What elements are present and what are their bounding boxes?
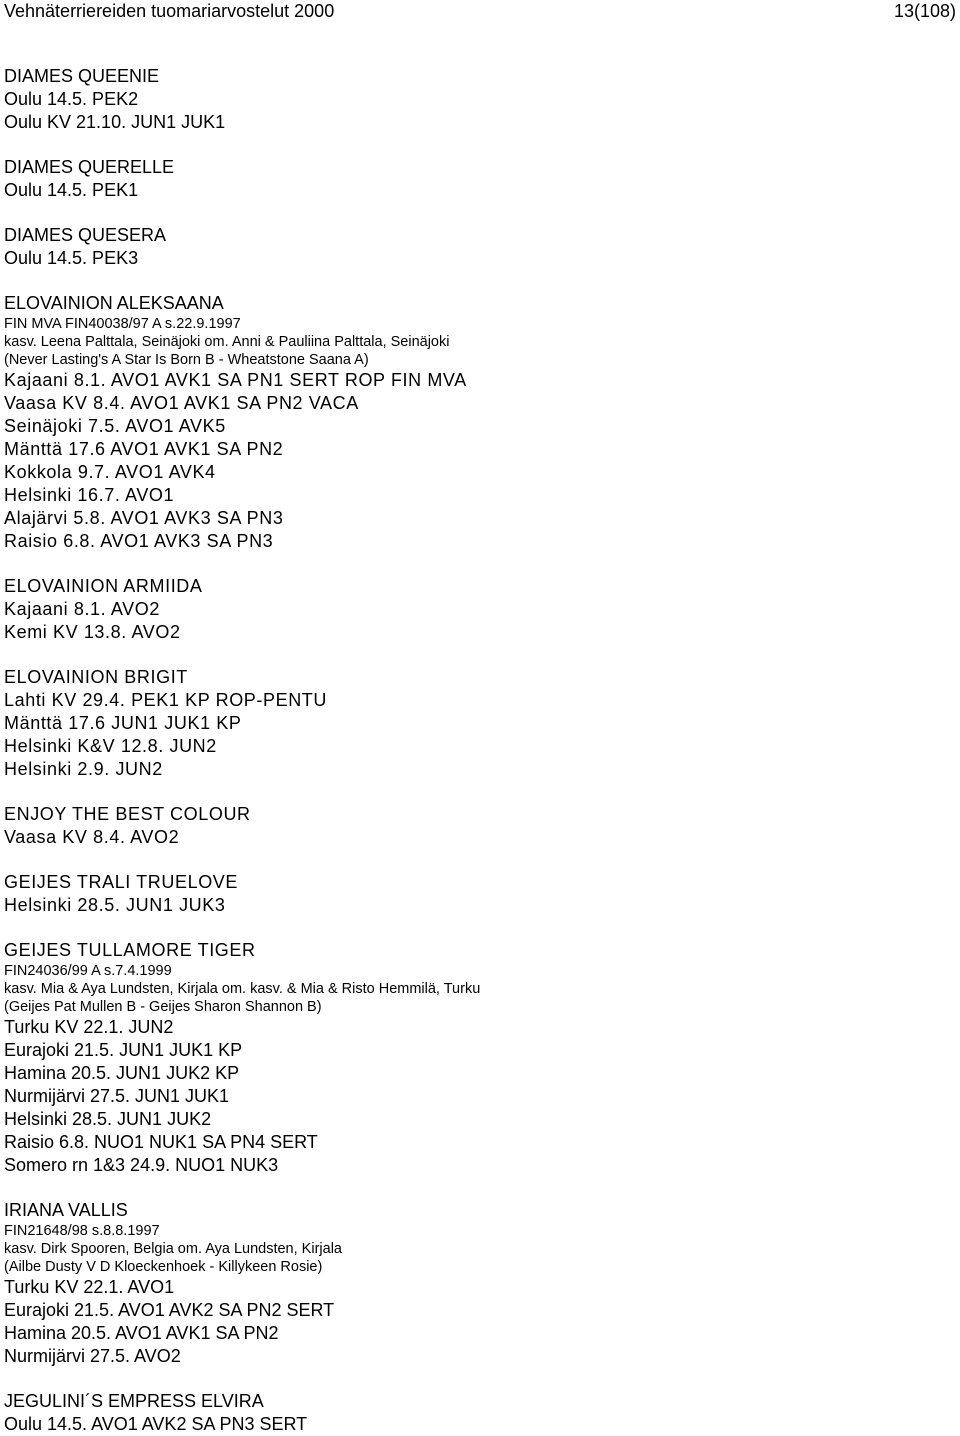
- show-result: Somero rn 1&3 24.9. NUO1 NUK3: [4, 1155, 279, 1175]
- show-result: Eurajoki 21.5. AVO1 AVK2 SA PN2 SERT: [4, 1300, 335, 1320]
- show-result: Oulu 14.5. PEK2: [4, 89, 139, 109]
- pedigree-info: (Geijes Pat Mullen B - Geijes Sharon Shannon B): [4, 999, 322, 1015]
- dog-entry: [4, 803, 954, 849]
- show-result: Nurmijärvi 27.5. JUN1 JUK1: [4, 1086, 230, 1106]
- dog-entry: [4, 666, 954, 781]
- show-result: Alajärvi 5.8. AVO1 AVK3 SA PN3: [4, 508, 284, 528]
- show-result: Hamina 20.5. JUN1 JUK2 KP: [4, 1063, 240, 1083]
- show-result: Seinäjoki 7.5. AVO1 AVK5: [4, 416, 226, 436]
- breeder-owner-info: kasv. Mia & Aya Lundsten, Kirjala om. kasv. & Mia & Risto Hemmilä, Turku: [4, 981, 481, 997]
- page-number: 13(108): [893, 1, 956, 21]
- show-result: Helsinki 28.5. JUN1 JUK3: [4, 895, 226, 915]
- dog-entry: [4, 292, 954, 553]
- dog-entry: [4, 224, 954, 270]
- show-result: Turku KV 22.1. JUN2: [4, 1017, 174, 1037]
- dog-name: JEGULINI´S EMPRESS ELVIRA: [4, 1391, 264, 1411]
- show-result: Oulu 14.5. PEK1: [4, 180, 139, 200]
- show-result: Lahti KV 29.4. PEK1 KP ROP-PENTU: [4, 690, 328, 710]
- show-result: Eurajoki 21.5. JUN1 JUK1 KP: [4, 1040, 243, 1060]
- page-header: [0, 0, 960, 22]
- dog-name: DIAMES QUESERA: [4, 225, 167, 245]
- show-result: Raisio 6.8. NUO1 NUK1 SA PN4 SERT: [4, 1132, 318, 1152]
- dog-name: GEIJES TRALI TRUELOVE: [4, 872, 239, 892]
- registration-info: FIN24036/99 A s.7.4.1999: [4, 963, 172, 979]
- show-result: Vaasa KV 8.4. AVO2: [4, 827, 180, 847]
- show-result: Helsinki 16.7. AVO1: [4, 485, 175, 505]
- dog-name: ELOVAINION BRIGIT: [4, 667, 188, 687]
- dog-name: DIAMES QUERELLE: [4, 157, 175, 177]
- show-result: Helsinki K&V 12.8. JUN2: [4, 736, 217, 756]
- show-result: Oulu 14.5. AVO1 AVK2 SA PN3 SERT: [4, 1414, 308, 1434]
- dog-name: IRIANA VALLIS: [4, 1200, 128, 1220]
- show-result: Hamina 20.5. AVO1 AVK1 SA PN2: [4, 1323, 279, 1343]
- pedigree-info: (Ailbe Dusty V D Kloeckenhoek - Killykeen Rosie): [4, 1259, 323, 1275]
- dog-entry: [4, 65, 954, 134]
- pedigree-info: (Never Lasting's A Star Is Born B - Wheatstone Saana A): [4, 352, 369, 368]
- show-result: Raisio 6.8. AVO1 AVK3 SA PN3: [4, 531, 274, 551]
- registration-info: FIN MVA FIN40038/97 A s.22.9.1997: [4, 316, 241, 332]
- dog-entry: [4, 156, 954, 202]
- show-result: Oulu 14.5. PEK3: [4, 248, 139, 268]
- show-result: Kajaani 8.1. AVO1 AVK1 SA PN1 SERT ROP FIN MVA: [4, 370, 467, 390]
- show-result: Kemi KV 13.8. AVO2: [4, 622, 181, 642]
- document-title: Vehnäterriereiden tuomariarvostelut 2000: [4, 1, 335, 21]
- dog-name: ENJOY THE BEST COLOUR: [4, 804, 251, 824]
- dog-entry: [4, 575, 954, 644]
- show-result: Oulu KV 21.10. JUN1 JUK1: [4, 112, 226, 132]
- document-body: [4, 65, 954, 1436]
- dog-entry: [4, 871, 954, 917]
- show-result: Mänttä 17.6 AVO1 AVK1 SA PN2: [4, 439, 284, 459]
- show-result: Helsinki 2.9. JUN2: [4, 759, 163, 779]
- show-result: Vaasa KV 8.4. AVO1 AVK1 SA PN2 VACA: [4, 393, 359, 413]
- dog-entry: [4, 939, 954, 1177]
- show-result: Kokkola 9.7. AVO1 AVK4: [4, 462, 216, 482]
- dog-entry: [4, 1390, 954, 1436]
- dog-name: ELOVAINION ALEKSAANA: [4, 293, 224, 313]
- show-result: Kajaani 8.1. AVO2: [4, 599, 160, 619]
- dog-name: ELOVAINION ARMIIDA: [4, 576, 203, 596]
- dog-name: GEIJES TULLAMORE TIGER: [4, 940, 256, 960]
- dog-name: DIAMES QUEENIE: [4, 66, 160, 86]
- breeder-owner-info: kasv. Leena Palttala, Seinäjoki om. Anni & Pauliina Palttala, Seinäjoki: [4, 334, 450, 350]
- dog-entry: [4, 1199, 954, 1368]
- show-result: Helsinki 28.5. JUN1 JUK2: [4, 1109, 212, 1129]
- breeder-owner-info: kasv. Dirk Spooren, Belgia om. Aya Lundsten, Kirjala: [4, 1241, 342, 1257]
- show-result: Nurmijärvi 27.5. AVO2: [4, 1346, 181, 1366]
- show-result: Mänttä 17.6 JUN1 JUK1 KP: [4, 713, 242, 733]
- registration-info: FIN21648/98 s.8.8.1997: [4, 1223, 160, 1239]
- show-result: Turku KV 22.1. AVO1: [4, 1277, 175, 1297]
